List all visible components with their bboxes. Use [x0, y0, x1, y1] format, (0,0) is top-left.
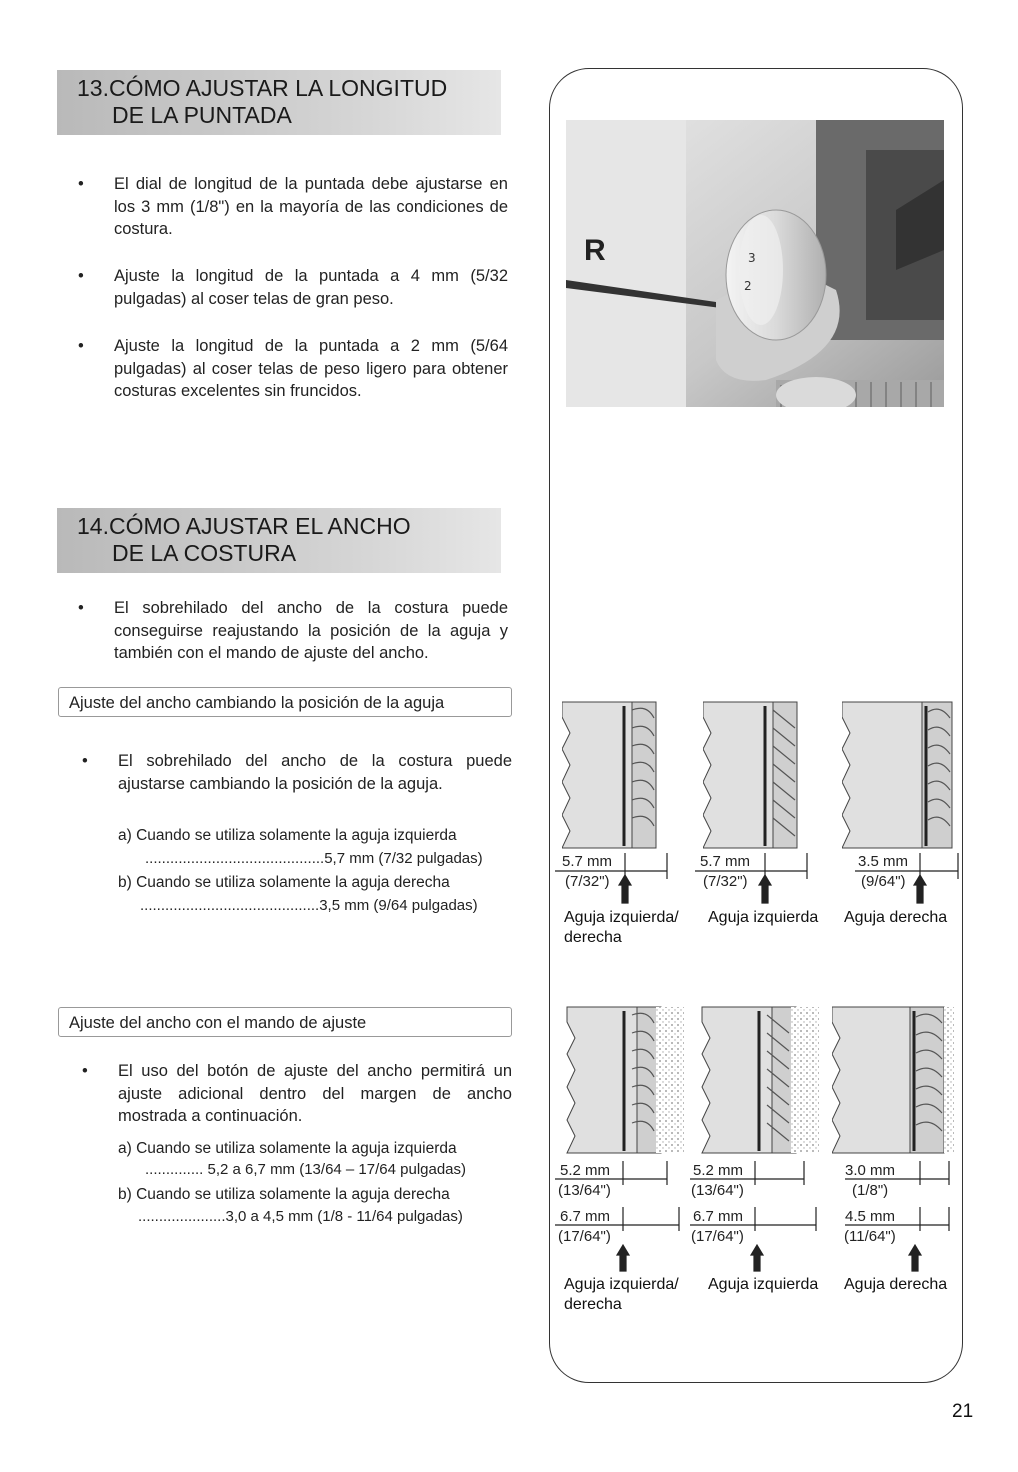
bullet-icon: • — [82, 1062, 88, 1080]
dimension-lines — [555, 1155, 965, 1275]
arrow-up-icon — [914, 875, 926, 903]
list-item: • El uso del botón de ajuste del ancho permitirá un ajuste adicional dentro del margen de ancho mostrada a continuación. — [82, 1062, 512, 1125]
diagram-caption: Aguja izquierda — [708, 909, 819, 926]
dial-number: 3 — [748, 251, 756, 265]
width-mm: 3.5 mm — [858, 853, 909, 870]
width-inch: (7/32") — [565, 873, 610, 890]
diagram-caption: Aguja izquierda/ derecha — [564, 1276, 679, 1313]
width-inch: (11/64") — [844, 1228, 896, 1245]
width-inch: (9/64") — [861, 873, 906, 890]
item-a: a) Cuando se utiliza solamente la aguja izquierda — [118, 1140, 457, 1157]
width-mm: 6.7 mm — [693, 1208, 744, 1225]
bullet-icon: • — [78, 267, 84, 285]
arrow-up-icon — [619, 875, 631, 903]
stitch-diagram — [842, 700, 962, 850]
brand-fragment: R — [584, 234, 606, 267]
item-a-value: .............. 5,2 a 6,7 mm (13/64 – 17/64 pulgadas) — [145, 1161, 467, 1178]
arrow-up-icon — [909, 1245, 921, 1271]
diagram-caption: Aguja izquierda/ derecha — [564, 909, 679, 946]
width-inch: (13/64") — [558, 1182, 611, 1199]
width-mm: 4.5 mm — [845, 1208, 896, 1225]
item-a: a) Cuando se utiliza solamente la aguja izquierda — [118, 827, 457, 844]
diagram-caption: Aguja derecha — [844, 909, 948, 926]
section-13-title-line1: 13.CÓMO AJUSTAR LA LONGITUD — [77, 75, 448, 101]
section-14-title — [57, 508, 501, 573]
stitch-diagram — [562, 1005, 692, 1155]
stitch-length-dial-photo — [566, 120, 944, 407]
width-mm: 5.7 mm — [562, 853, 613, 870]
width-inch: (7/32") — [703, 873, 748, 890]
width-inch: (17/64") — [691, 1228, 744, 1245]
arrow-up-icon — [617, 1245, 629, 1271]
width-inch: (13/64") — [691, 1182, 744, 1199]
page-number: 21 — [952, 1401, 974, 1422]
arrow-up-icon — [751, 1245, 763, 1271]
stitch-diagram — [703, 700, 823, 850]
item-b: b) Cuando se utiliza solamente la aguja derecha — [118, 874, 450, 891]
section-14-title-line2: DE LA COSTURA — [112, 540, 297, 566]
bullet-icon: • — [78, 337, 84, 355]
subsection-heading: Ajuste del ancho cambiando la posición de la aguja — [58, 687, 512, 717]
item-a-value: ...........................................5,7 mm (7/32 pulgadas) — [145, 850, 483, 867]
bullet-icon: • — [78, 599, 84, 617]
list-item: • Ajuste la longitud de la puntada a 2 mm (5/64 pulgadas) al coser telas de peso ligero para obtener costuras excelentes sin fruncidos. — [78, 337, 508, 400]
diagram-caption: Aguja izquierda — [708, 1276, 819, 1293]
subsection-heading: Ajuste del ancho con el mando de ajuste — [58, 1007, 512, 1037]
section-13-title-line2: DE LA PUNTADA — [112, 102, 292, 128]
item-b-value: ...........................................3,5 mm (9/64 pulgadas) — [140, 897, 478, 914]
item-b-value: .....................3,0 a 4,5 mm (1/8 - 11/64 pulgadas) — [138, 1208, 463, 1225]
item-b: b) Cuando se utiliza solamente la aguja derecha — [118, 1186, 450, 1203]
section-14-title-line1: 14.CÓMO AJUSTAR EL ANCHO — [77, 513, 411, 539]
bullet-icon: • — [78, 175, 84, 193]
stitch-diagram — [562, 700, 682, 850]
section-13-title — [57, 70, 501, 135]
list-item: • El dial de longitud de la puntada debe ajustarse en los 3 mm (1/8") en la mayoría de las condiciones de costura. — [78, 175, 508, 238]
width-mm: 3.0 mm — [845, 1162, 896, 1179]
stitch-diagram — [832, 1005, 957, 1155]
dial-number: 2 — [744, 279, 752, 293]
diagram-caption: Aguja derecha — [844, 1276, 948, 1293]
stitch-diagram — [697, 1005, 827, 1155]
list-item: • Ajuste la longitud de la puntada a 4 mm (5/32 pulgadas) al coser telas de gran peso. — [78, 267, 508, 308]
list-item: • El sobrehilado del ancho de la costura puede conseguirse reajustando la posición de la aguja y también con el mando de ajuste del ancho. — [78, 599, 508, 662]
width-mm: 5.2 mm — [560, 1162, 611, 1179]
dimension-lines — [555, 845, 965, 915]
width-mm: 5.7 mm — [700, 853, 751, 870]
bullet-icon: • — [82, 752, 88, 770]
arrow-up-icon — [759, 875, 771, 903]
list-item: • El sobrehilado del ancho de la costura puede ajustarse cambiando la posición de la aguja. — [82, 752, 512, 793]
width-inch: (1/8") — [852, 1182, 889, 1199]
width-mm: 6.7 mm — [560, 1208, 611, 1225]
width-mm: 5.2 mm — [693, 1162, 744, 1179]
width-inch: (17/64") — [558, 1228, 611, 1245]
